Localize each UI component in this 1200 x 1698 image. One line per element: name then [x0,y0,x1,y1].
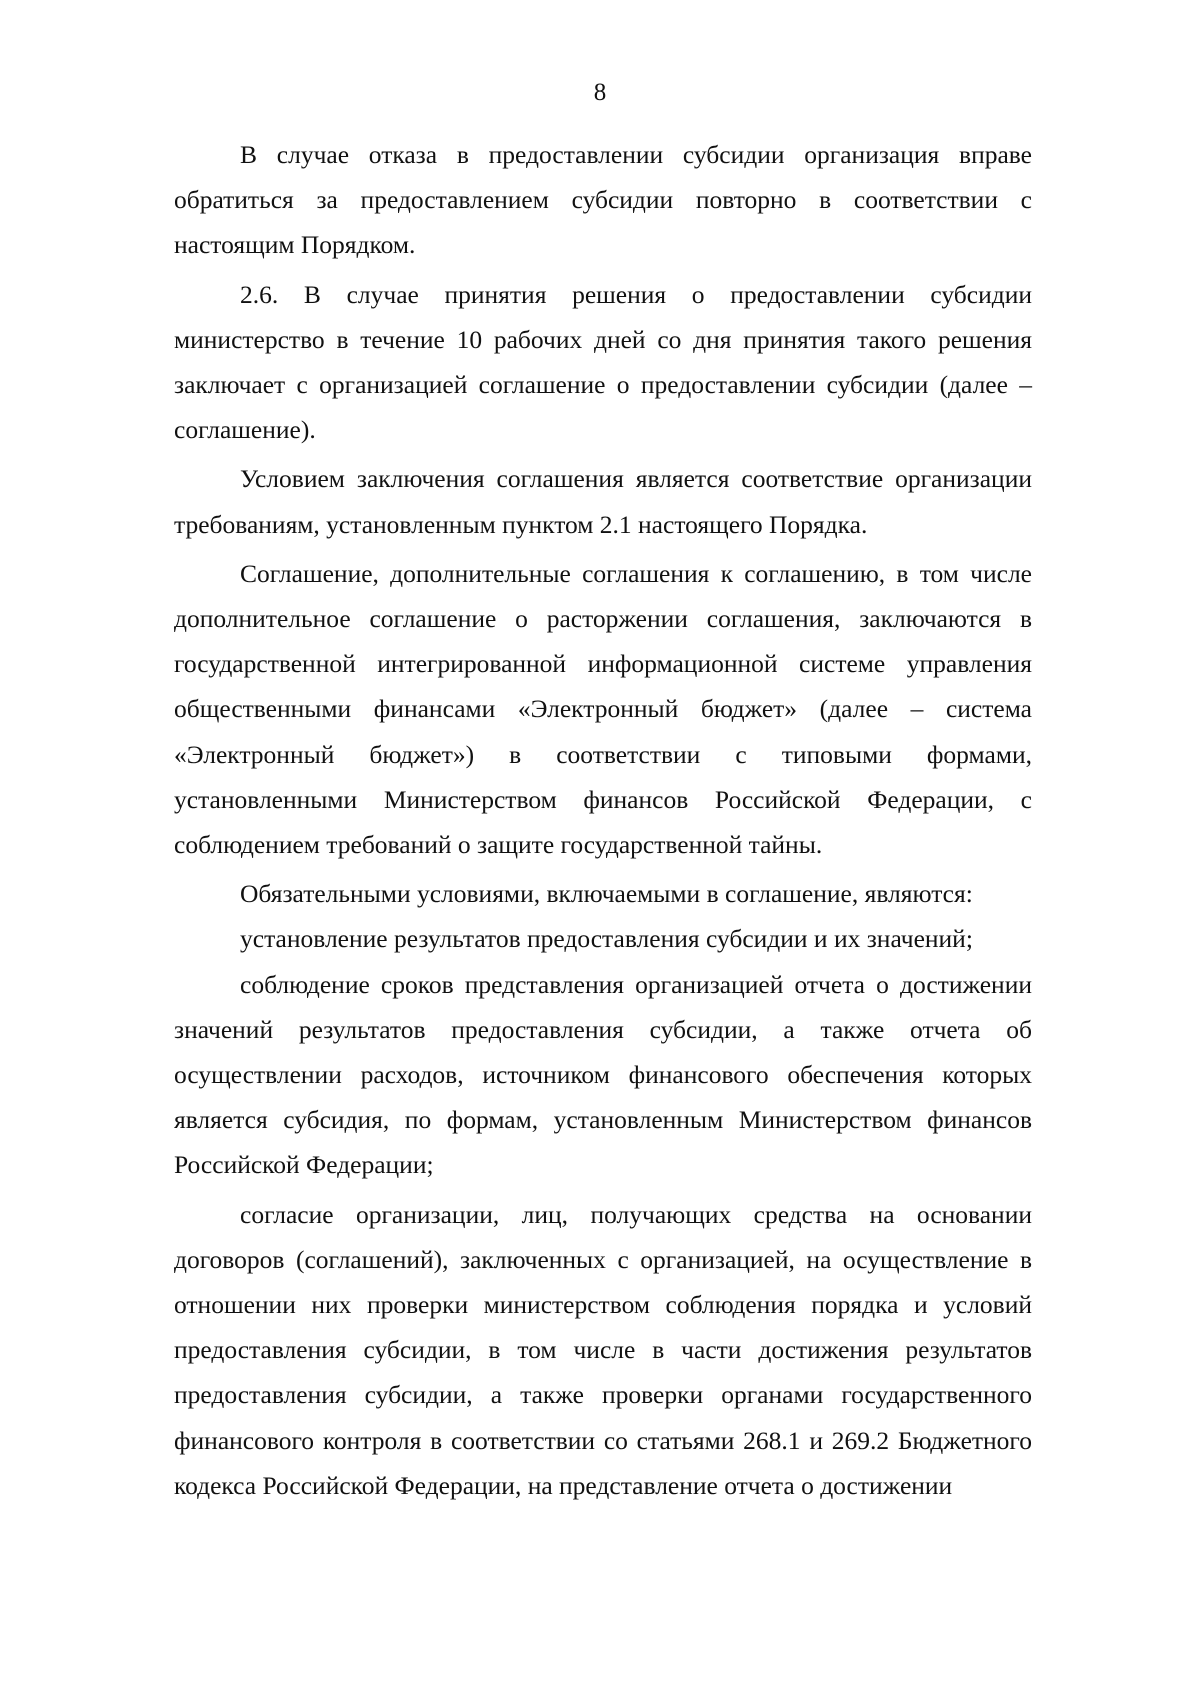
paragraph-2-6-agreement: 2.6. В случае принятия решения о предоставлении субсидии министерство в течение 10 рабочих дней со дня принятия такого решения заключает с организацией соглашение о предоставлении субсидии (далее – соглашение). [174,279,1032,445]
document-body [174,132,1032,1508]
page-number: 8 [593,79,607,106]
paragraph-mandatory-conditions: Обязательными условиями, включаемыми в соглашение, являются: [240,879,973,909]
list-item-report-deadlines: соблюдение сроков представления организацией отчета о достижении значений результатов предоставления субсидии, а также отчета об осуществлении расходов, источником финансового обеспечения которых является субсидия, по формам, установленным Министерством финансов Российской Федерации; [174,969,1032,1180]
paragraph-refusal-reapply: В случае отказа в предоставлении субсидии организация вправе обратиться за предоставлением субсидии повторно в соответствии с настоящим Порядком. [174,140,1032,260]
list-item-consent-inspections: согласие организации, лиц, получающих средства на основании договоров (соглашений), заключенных с организацией, на осуществление в отношении них проверки министерством соблюдения порядка и условий предоставления субсидии, в том числе в части достижения результатов предоставления субсидии, а также проверки органами государственного финансового контроля в соответствии со статьями 268.1 и 269.2 Бюджетного кодекса Российской Федерации, на представление отчета о достижении [174,1199,1032,1500]
list-item-results: установление результатов предоставления субсидии и их значений; [240,924,973,954]
paragraph-electronic-budget: Соглашение, дополнительные соглашения к соглашению, в том числе дополнительное соглашение о расторжении соглашения, заключаются в государственной интегрированной информационной системе управления общественными финансами «Электронный бюджет» (далее – система «Электронный бюджет») в соответствии с типовыми формами, установленными Министерством финансов Российской Федерации, с соблюдением требований о защите государственной тайны. [174,558,1032,860]
paragraph-agreement-condition: Условием заключения соглашения является соответствие организации требованиям, установленным пунктом 2.1 настоящего Порядка. [174,464,1032,539]
